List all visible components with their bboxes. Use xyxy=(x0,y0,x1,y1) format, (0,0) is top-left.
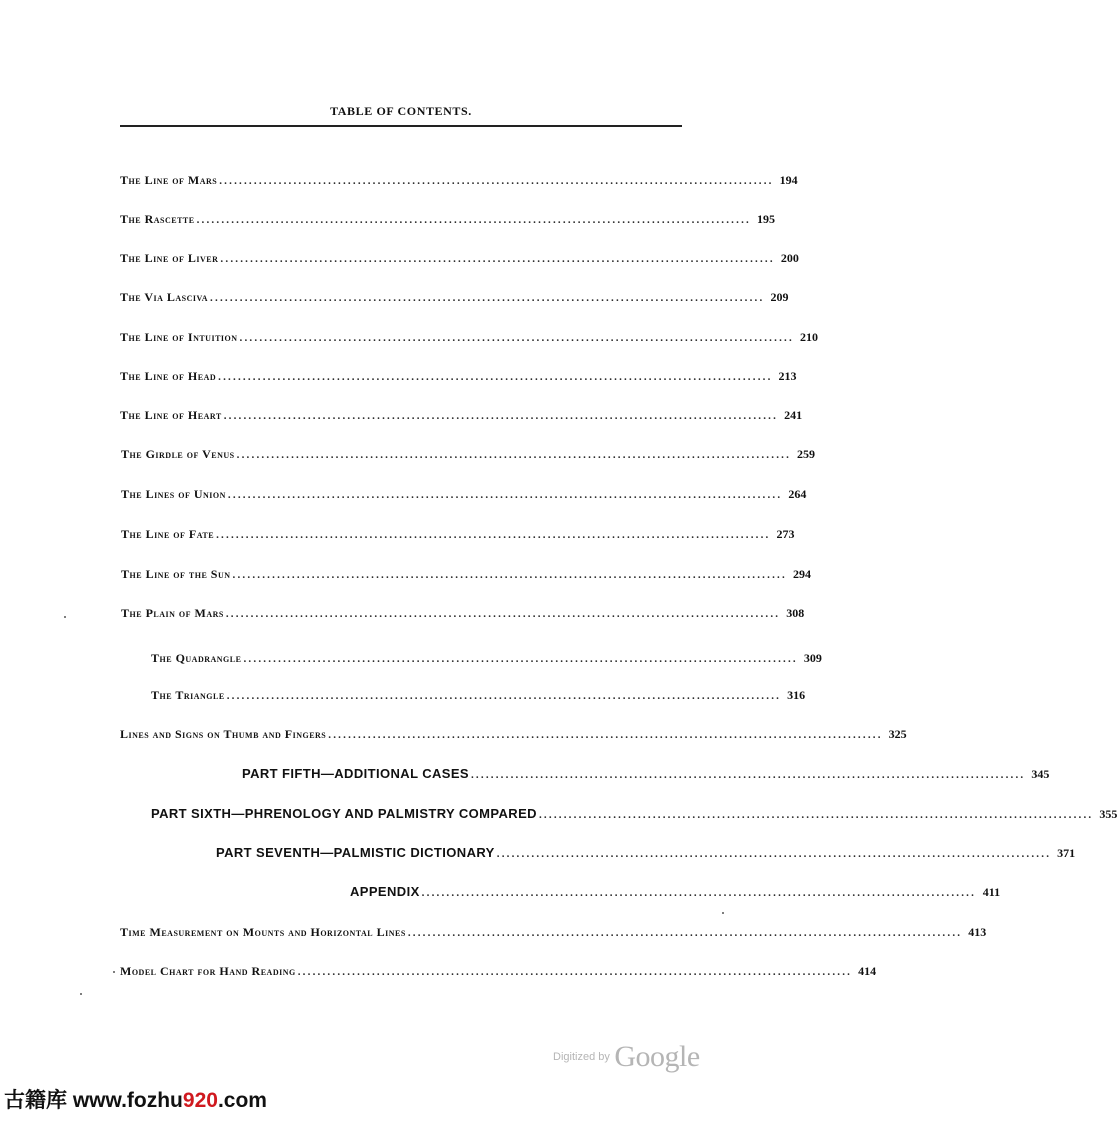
toc-entry-page: 325 xyxy=(888,727,907,741)
toc-entry-page: 309 xyxy=(803,651,822,665)
leader-dots: ................................................................................................................ xyxy=(239,332,794,344)
leader-dots: ................................................................................................................ xyxy=(297,966,853,978)
toc-entry-page: 200 xyxy=(780,251,799,265)
google-digitized-watermark xyxy=(553,1040,700,1074)
toc-entry-title: The Line of Intuition xyxy=(120,330,238,344)
toc-entry-title: The Quadrangle xyxy=(151,651,242,665)
leader-dots: ................................................................................................................ xyxy=(538,809,1094,821)
scan-speck xyxy=(64,616,66,618)
google-logo: Google xyxy=(614,1040,700,1073)
toc-entry-page: 308 xyxy=(786,606,805,620)
leader-dots: ................................................................................................................ xyxy=(218,371,773,383)
scan-speck xyxy=(113,971,115,973)
leader-dots: ................................................................................................................ xyxy=(496,848,1052,860)
toc-entry-page: 273 xyxy=(776,527,795,541)
leader-dots: ................................................................................................................ xyxy=(223,410,779,422)
toc-entry-page: 213 xyxy=(778,369,797,383)
toc-entry[interactable] xyxy=(120,212,775,230)
site-cn-name: 古籍库 xyxy=(4,1089,67,1112)
toc-entry-title: Time Measurement on Mounts and Horizontal Lines xyxy=(120,925,406,939)
toc-entry-title: The Line of Heart xyxy=(120,408,222,422)
toc-entry-page: 413 xyxy=(968,925,987,939)
toc-entry-title: Lines and Signs on Thumb and Fingers xyxy=(120,727,327,741)
toc-entry[interactable] xyxy=(151,806,1117,824)
leader-dots: ................................................................................................................ xyxy=(407,927,963,939)
scan-speck xyxy=(722,912,724,914)
leader-dots: ................................................................................................................ xyxy=(236,449,792,461)
toc-entry[interactable] xyxy=(350,884,1001,902)
toc-entry-title: PART SEVENTH—PALMISTIC DICTIONARY xyxy=(216,845,495,860)
toc-entry[interactable] xyxy=(216,845,1076,863)
toc-entry-title: The Via Lasciva xyxy=(120,290,209,304)
toc-entry-title: The Lines of Union xyxy=(121,487,226,501)
toc-entry-title: The Line of Fate xyxy=(121,527,215,541)
toc-entry[interactable] xyxy=(120,964,877,982)
site-url-prefix: www.fozhu xyxy=(72,1089,183,1112)
leader-dots: ................................................................................................................ xyxy=(421,887,977,899)
toc-entry-title: PART SIXTH—PHRENOLOGY AND PALMISTRY COMPARED xyxy=(151,806,537,821)
leader-dots: ................................................................................................................ xyxy=(243,653,798,665)
toc-entry-title: PART FIFTH—ADDITIONAL CASES xyxy=(242,766,469,781)
leader-dots: ................................................................................................................ xyxy=(219,175,774,187)
leader-dots: ................................................................................................................ xyxy=(220,253,775,265)
toc-entry[interactable] xyxy=(151,688,806,706)
toc-entry-page: 194 xyxy=(779,173,798,187)
toc-entry[interactable] xyxy=(121,606,805,624)
leader-dots: ................................................................................................................ xyxy=(328,729,883,741)
leader-dots: ................................................................................................................ xyxy=(216,529,771,541)
toc-entry-page: 195 xyxy=(756,212,775,226)
toc-entry-page: 259 xyxy=(797,447,816,461)
toc-entry-title: The Triangle xyxy=(151,688,225,702)
site-watermark xyxy=(0,1085,271,1117)
toc-entry[interactable] xyxy=(121,447,816,465)
toc-entry[interactable] xyxy=(121,487,807,505)
leader-dots: ................................................................................................................ xyxy=(196,214,751,226)
toc-entry-title: The Plain of Mars xyxy=(121,606,224,620)
toc-entry-title: The Line of Liver xyxy=(120,251,219,265)
toc-entry-page: 209 xyxy=(770,290,789,304)
toc-entry[interactable] xyxy=(120,727,907,745)
toc-entry-title: The Girdle of Venus xyxy=(121,447,235,461)
toc-entry[interactable] xyxy=(120,330,818,348)
toc-entry-page: 316 xyxy=(787,688,806,702)
toc-entry[interactable] xyxy=(120,369,797,387)
toc-entry-page: 294 xyxy=(792,567,811,581)
toc-entry-title: Model Chart for Hand Reading xyxy=(120,964,296,978)
toc-entry-page: 345 xyxy=(1031,767,1050,781)
site-url-suffix: .com xyxy=(217,1089,267,1112)
toc-entry[interactable] xyxy=(120,408,803,426)
leader-dots: ................................................................................................................ xyxy=(210,292,765,304)
toc-entry[interactable] xyxy=(121,567,811,585)
site-url-number: 920 xyxy=(182,1089,218,1112)
toc-entry-page: 355 xyxy=(1099,807,1117,821)
toc-entry-title: APPENDIX xyxy=(350,884,420,899)
toc-entry[interactable] xyxy=(121,527,795,545)
leader-dots: ................................................................................................................ xyxy=(232,569,787,581)
leader-dots: ................................................................................................................ xyxy=(226,690,782,702)
toc-entry[interactable] xyxy=(151,651,822,669)
toc-entry-page: 371 xyxy=(1057,846,1076,860)
toc-entry[interactable] xyxy=(242,766,1050,784)
toc-entry-title: The Line of the Sun xyxy=(121,567,231,581)
leader-dots: ................................................................................................................ xyxy=(470,769,1026,781)
toc-entry-title: The Rascette xyxy=(120,212,195,226)
toc-entry-title: The Line of Mars xyxy=(120,173,218,187)
page-header: TABLE OF CONTENTS. xyxy=(330,104,472,118)
digitized-by-text: Digitized by xyxy=(553,1051,610,1063)
toc-entry[interactable] xyxy=(120,290,789,308)
toc-entry-page: 264 xyxy=(788,487,807,501)
leader-dots: ................................................................................................................ xyxy=(225,608,781,620)
toc-entry[interactable] xyxy=(120,925,987,943)
toc-entry-title: The Line of Head xyxy=(120,369,217,383)
toc-entry[interactable] xyxy=(120,251,799,269)
toc-entry-page: 414 xyxy=(858,964,877,978)
scan-speck xyxy=(80,993,82,995)
toc-entry-page: 411 xyxy=(982,885,1001,899)
toc-entry-page: 241 xyxy=(784,408,803,422)
toc-entry-page: 210 xyxy=(799,330,818,344)
leader-dots: ................................................................................................................ xyxy=(227,489,783,501)
toc-entry[interactable] xyxy=(120,173,798,191)
